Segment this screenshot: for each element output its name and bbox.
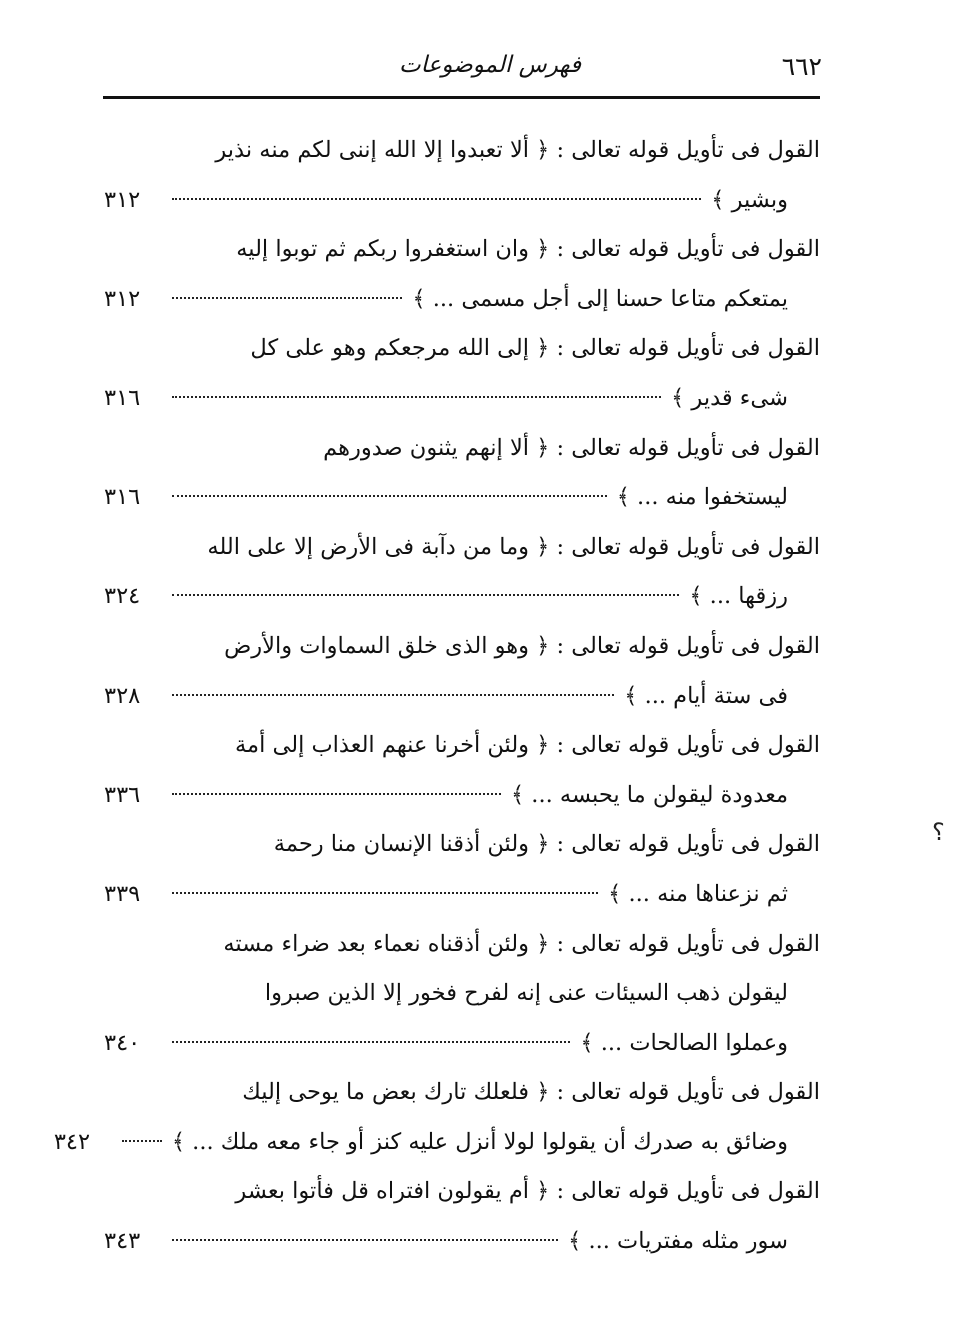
toc-entry	[104, 324, 820, 423]
dot-leader	[172, 1239, 558, 1241]
entry-continuation-line	[104, 374, 820, 424]
entry-continuation-line	[53, 1118, 820, 1168]
entry-heading: القول فى تأويل قوله تعالى : ﴿ وما من دآبة فى الأرض إلا على الله	[207, 533, 820, 560]
entry-continuation-line	[104, 176, 820, 226]
toc-entry	[104, 424, 820, 523]
toc-entry	[53, 1068, 820, 1167]
margin-mark: ؟	[932, 818, 945, 846]
entry-heading: القول فى تأويل قوله تعالى : ﴿ ألا تعبدوا إلا الله إننى لكم منه نذير	[215, 137, 820, 163]
entry-continuation-line	[104, 275, 820, 325]
entry-heading: القول فى تأويل قوله تعالى : ﴿ ولئن أخرنا عنهم العذاب إلى أمة	[234, 732, 820, 759]
entry-heading: القول فى تأويل قوله تعالى : ﴿ وان استغفروا ربكم ثم توبوا إليه	[236, 236, 820, 263]
entry-heading: القول فى تأويل قوله تعالى : ﴿ فلعلك تارك بعض ما يوحى إليك	[242, 1079, 820, 1106]
entry-continuation-line	[104, 1217, 820, 1267]
entry-heading: القول فى تأويل قوله تعالى : ﴿ ولئن أذقنا الإنسان منا رحمة	[273, 831, 820, 858]
dot-leader	[172, 594, 679, 596]
toc-entry	[104, 523, 820, 622]
dot-leader	[122, 1140, 162, 1142]
toc-entry	[104, 126, 820, 225]
entry-continuation: وضائق به صدرك أن يقولوا لولا أنزل عليه كنز أو جاء معه ملك ... ﴾	[171, 1128, 788, 1155]
entry-continuation: ثم نزعناها منه ... ﴾	[608, 880, 788, 907]
entry-continuation-line	[104, 473, 820, 523]
dot-leader	[172, 198, 701, 200]
header-rule	[103, 96, 820, 99]
toc-entry	[104, 920, 820, 1069]
entry-page-number: ٣٤٠	[104, 1029, 141, 1056]
entry-continuation-line	[104, 870, 820, 920]
dot-leader	[172, 793, 501, 795]
entry-page-number: ٣٤٢	[53, 1128, 91, 1155]
page-header	[100, 48, 822, 92]
toc-entry	[104, 622, 820, 721]
entry-heading: القول فى تأويل قوله تعالى : ﴿ ألا إنهم يثنون صدورهم	[323, 434, 820, 461]
entry-continuation: وعملوا الصالحات ... ﴾	[580, 1029, 788, 1056]
dot-leader	[172, 495, 607, 497]
entry-page-number: ٣٣٦	[104, 781, 141, 808]
entry-continuation: وبشير ﴾	[711, 186, 788, 213]
toc-entry	[104, 820, 820, 919]
entry-continuation-line	[104, 771, 820, 821]
entry-page-number: ٣٣٩	[104, 880, 141, 907]
dot-leader	[172, 297, 402, 299]
entry-heading: القول فى تأويل قوله تعالى : ﴿ ولئن أذقناه نعماء بعد ضراء مسته	[223, 930, 820, 957]
entry-heading: القول فى تأويل قوله تعالى : ﴿ إلى الله مرجعكم وهو على كل	[250, 335, 820, 362]
toc-entry	[104, 225, 820, 324]
dot-leader	[172, 892, 598, 894]
entry-middle-line: ليقولن ذهب السيئات عنى إنه لفرح فخور إلا الذين صبروا	[264, 980, 788, 1007]
page-number: ٦٦٢	[781, 52, 822, 81]
toc-entry	[104, 721, 820, 820]
dot-leader	[172, 396, 661, 398]
entry-page-number: ٣٢٤	[104, 583, 141, 610]
dot-leader	[172, 1041, 570, 1043]
entry-page-number: ٣٢٨	[104, 682, 141, 709]
dot-leader	[172, 694, 614, 696]
entry-continuation-line	[104, 572, 820, 622]
running-title: فهرس الموضوعات	[398, 52, 582, 78]
entry-continuation: ليستخفوا منه ... ﴾	[616, 484, 788, 511]
entry-continuation: فى ستة أيام ... ﴾	[624, 682, 788, 709]
entry-page-number: ٣١٢	[104, 285, 141, 312]
entry-heading: القول فى تأويل قوله تعالى : ﴿ وهو الذى خلق السماوات والأرض	[224, 632, 820, 659]
table-of-contents	[53, 126, 820, 1267]
entry-page-number: ٣٤٣	[104, 1228, 141, 1255]
entry-continuation: يمتعكم متاعا حسنا إلى أجل مسمى ... ﴾	[412, 285, 788, 312]
entry-continuation-line	[104, 672, 820, 722]
entry-continuation: رزقها ... ﴾	[689, 583, 788, 610]
entry-continuation-line	[104, 1019, 820, 1069]
toc-entry	[104, 1167, 820, 1266]
entry-page-number: ٣١٢	[104, 186, 141, 213]
entry-continuation: سور مثله مفتريات ... ﴾	[568, 1228, 788, 1255]
entry-page-number: ٣١٦	[104, 484, 141, 511]
entry-continuation: معدودة ليقولن ما يحبسه ... ﴾	[510, 781, 788, 808]
entry-page-number: ٣١٦	[104, 384, 141, 411]
entry-continuation: شىء قدير ﴾	[671, 384, 788, 411]
entry-heading: القول فى تأويل قوله تعالى : ﴿ أم يقولون افتراه قل فأتوا بعشر	[235, 1178, 820, 1205]
